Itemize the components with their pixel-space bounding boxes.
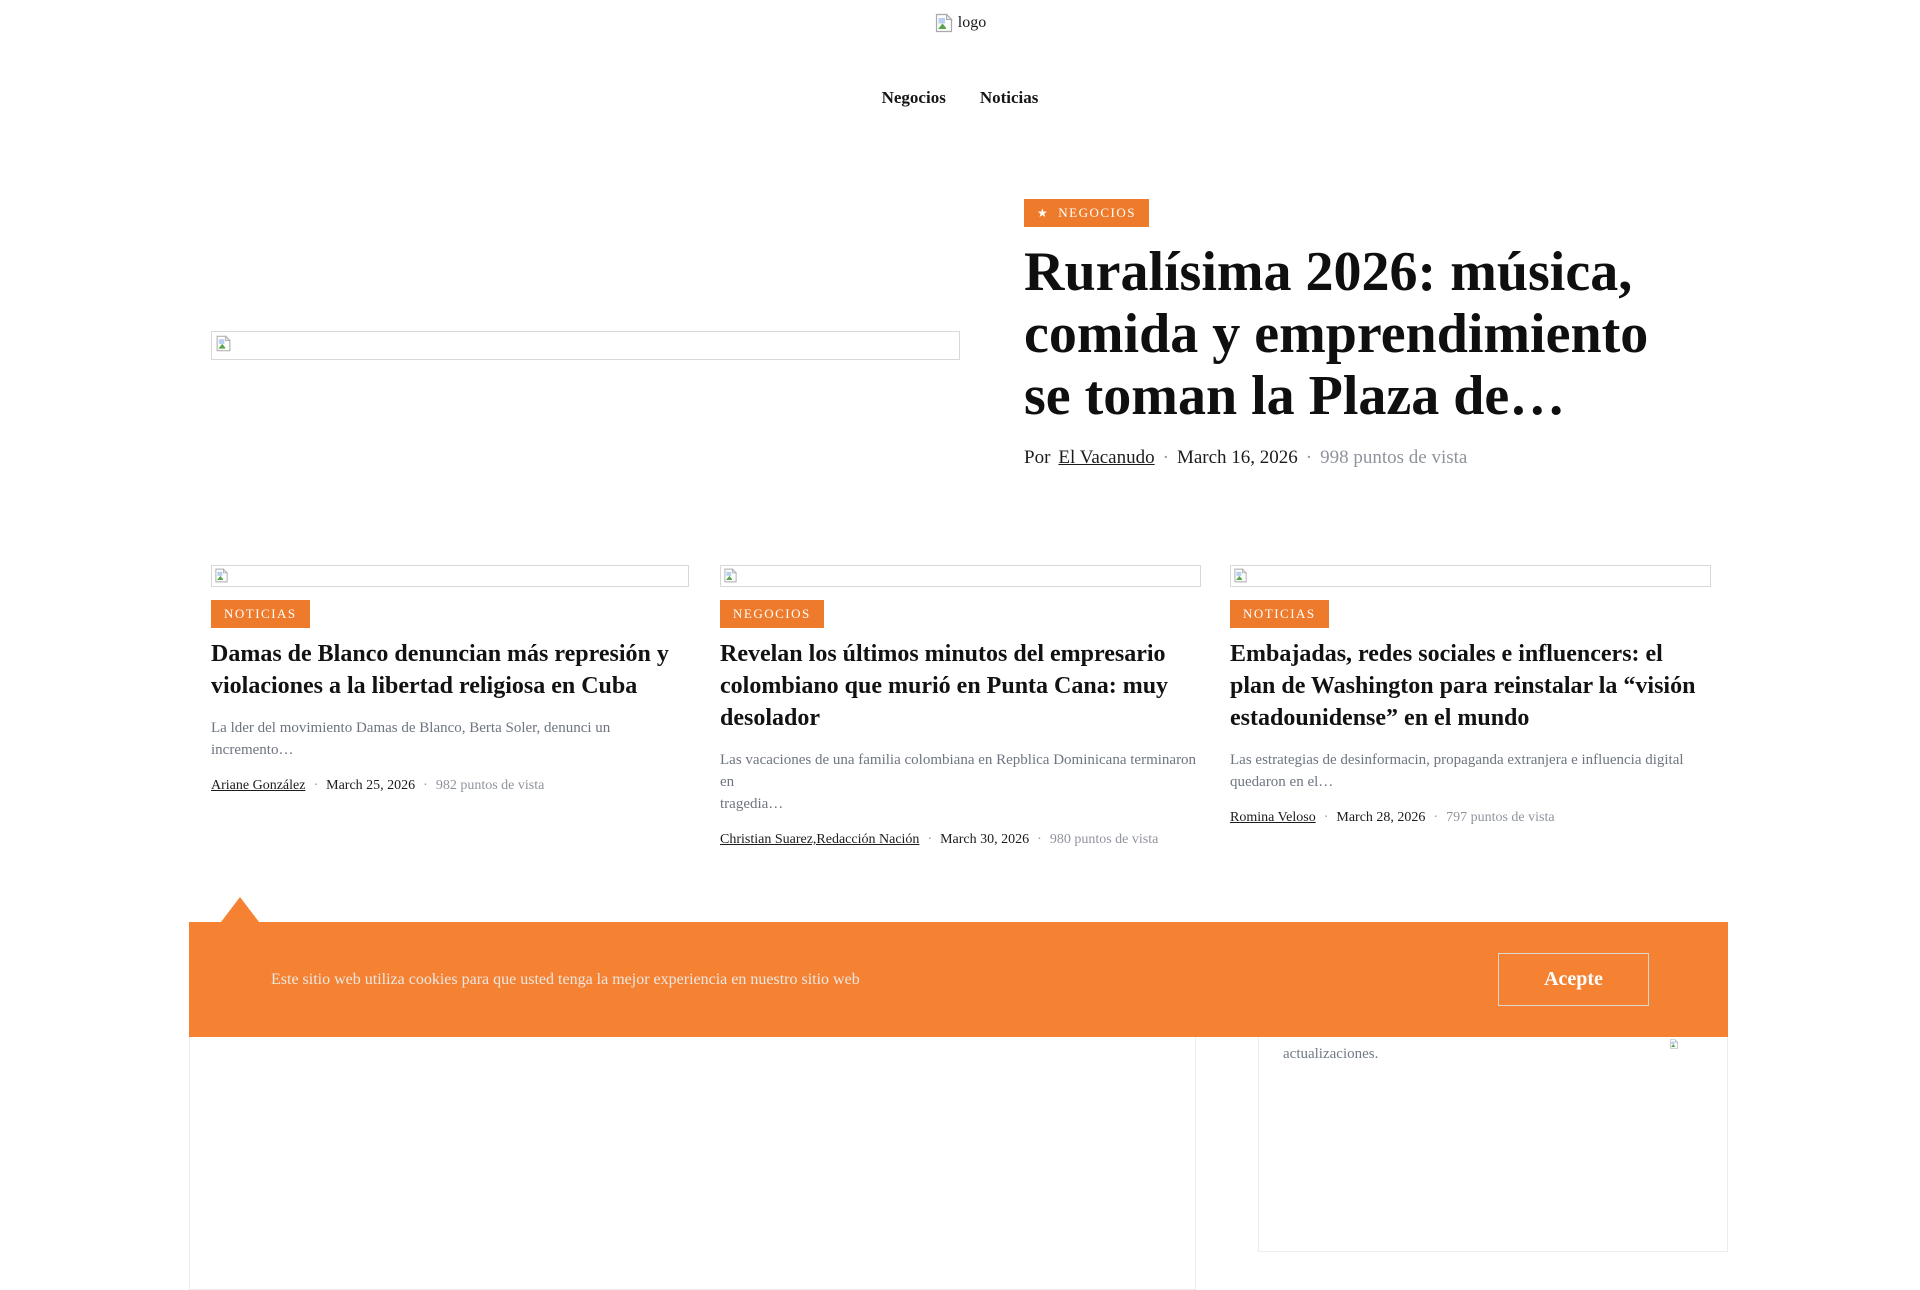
meta-separator: · xyxy=(1305,447,1313,468)
logo-alt-text: logo xyxy=(957,14,987,31)
card-title[interactable]: Revelan los últimos minutos del empresario colombiano que murió en Punta Cana: muy desolador xyxy=(720,641,1169,731)
card-category-label: NEGOCIOS xyxy=(733,606,811,621)
card-title[interactable]: Embajadas, redes sociales e influencers: el plan de Washington para reinstalar la “visión estadounidense” en el mundo xyxy=(1230,641,1696,731)
featured-title[interactable]: Ruralísima 2026: música, comida y emprendimiento se toman la Plaza de… xyxy=(1024,241,1649,427)
article-card xyxy=(1230,565,1711,826)
meta-separator: · xyxy=(1323,810,1329,825)
broken-image-icon xyxy=(723,568,738,583)
broken-image-icon xyxy=(1233,568,1248,583)
card-author-link[interactable]: Romina Veloso xyxy=(1230,810,1316,825)
card-category-badge[interactable] xyxy=(1230,600,1329,628)
featured-category-label: NEGOCIOS xyxy=(1058,205,1136,220)
article-card xyxy=(720,565,1201,848)
card-date: March 28, 2026 xyxy=(1336,810,1426,825)
featured-date: March 16, 2026 xyxy=(1176,447,1298,468)
card-category-badge[interactable] xyxy=(720,600,824,628)
card-excerpt: Las vacaciones de una familia colombiana en Repblica Dominicana terminaron en tragedia… xyxy=(720,752,1197,812)
meta-separator: · xyxy=(1162,447,1169,468)
broken-image-icon xyxy=(1669,1039,1679,1049)
broken-image-icon xyxy=(215,335,232,352)
card-image-broken[interactable] xyxy=(720,565,1201,587)
card-excerpt: La lder del movimiento Damas de Blanco, Berta Soler, denunci un incremento… xyxy=(211,720,611,758)
card-author-link[interactable]: Ariane González xyxy=(211,778,306,793)
broken-image-icon xyxy=(214,568,229,583)
featured-article xyxy=(1024,199,1664,469)
article-card xyxy=(211,565,689,794)
card-image-broken[interactable] xyxy=(1230,565,1711,587)
meta-separator: · xyxy=(313,778,319,793)
meta-separator: · xyxy=(1037,832,1042,847)
card-views: 797 puntos de vista xyxy=(1446,810,1555,825)
featured-image-broken[interactable] xyxy=(211,331,960,360)
nav-item-negocios[interactable]: Negocios xyxy=(881,88,946,107)
site-logo[interactable] xyxy=(0,13,1920,33)
meta-separator: · xyxy=(927,832,933,847)
card-views: 980 puntos de vista xyxy=(1049,832,1159,847)
nav-item-noticias[interactable]: Noticias xyxy=(979,88,1039,107)
card-views: 982 puntos de vista xyxy=(435,778,545,793)
card-category-badge[interactable] xyxy=(211,600,310,628)
cookie-consent-banner xyxy=(189,922,1728,1037)
featured-category-badge[interactable] xyxy=(1024,199,1149,227)
card-title[interactable]: Damas de Blanco denuncian más represión y violaciones a la libertad religiosa en Cuba xyxy=(211,641,669,699)
featured-author-link[interactable]: El Vacanudo xyxy=(1058,447,1155,468)
sidebar-widget-text: actualizaciones. xyxy=(1283,1046,1379,1062)
card-image-broken[interactable] xyxy=(211,565,689,587)
banner-pointer-triangle xyxy=(221,897,259,922)
card-meta xyxy=(1230,810,1711,826)
byline-prefix: Por xyxy=(1024,447,1051,468)
cookie-accept-button[interactable]: Acepte xyxy=(1498,953,1649,1006)
broken-image-icon xyxy=(934,13,954,33)
card-author-link[interactable]: Christian Suarez,Redacción Nación xyxy=(720,832,920,847)
card-category-label: NOTICIAS xyxy=(1243,606,1316,621)
card-date: March 25, 2026 xyxy=(326,778,416,793)
card-meta xyxy=(211,778,689,794)
meta-separator: · xyxy=(423,778,428,793)
star-icon: ★ xyxy=(1037,206,1050,220)
meta-separator: · xyxy=(1433,810,1439,825)
card-date: March 30, 2026 xyxy=(940,832,1030,847)
featured-meta xyxy=(1024,447,1664,469)
card-excerpt: Las estrategias de desinformacin, propaganda extranjera e influencia digital quedaron en el… xyxy=(1230,752,1684,790)
cookie-message: Este sitio web utiliza cookies para que usted tenga la mejor experiencia en nuestro sitio web xyxy=(271,970,860,988)
main-nav xyxy=(0,88,1920,108)
featured-views: 998 puntos de vista xyxy=(1320,447,1468,468)
card-category-label: NOTICIAS xyxy=(224,606,297,621)
card-meta xyxy=(720,832,1201,848)
